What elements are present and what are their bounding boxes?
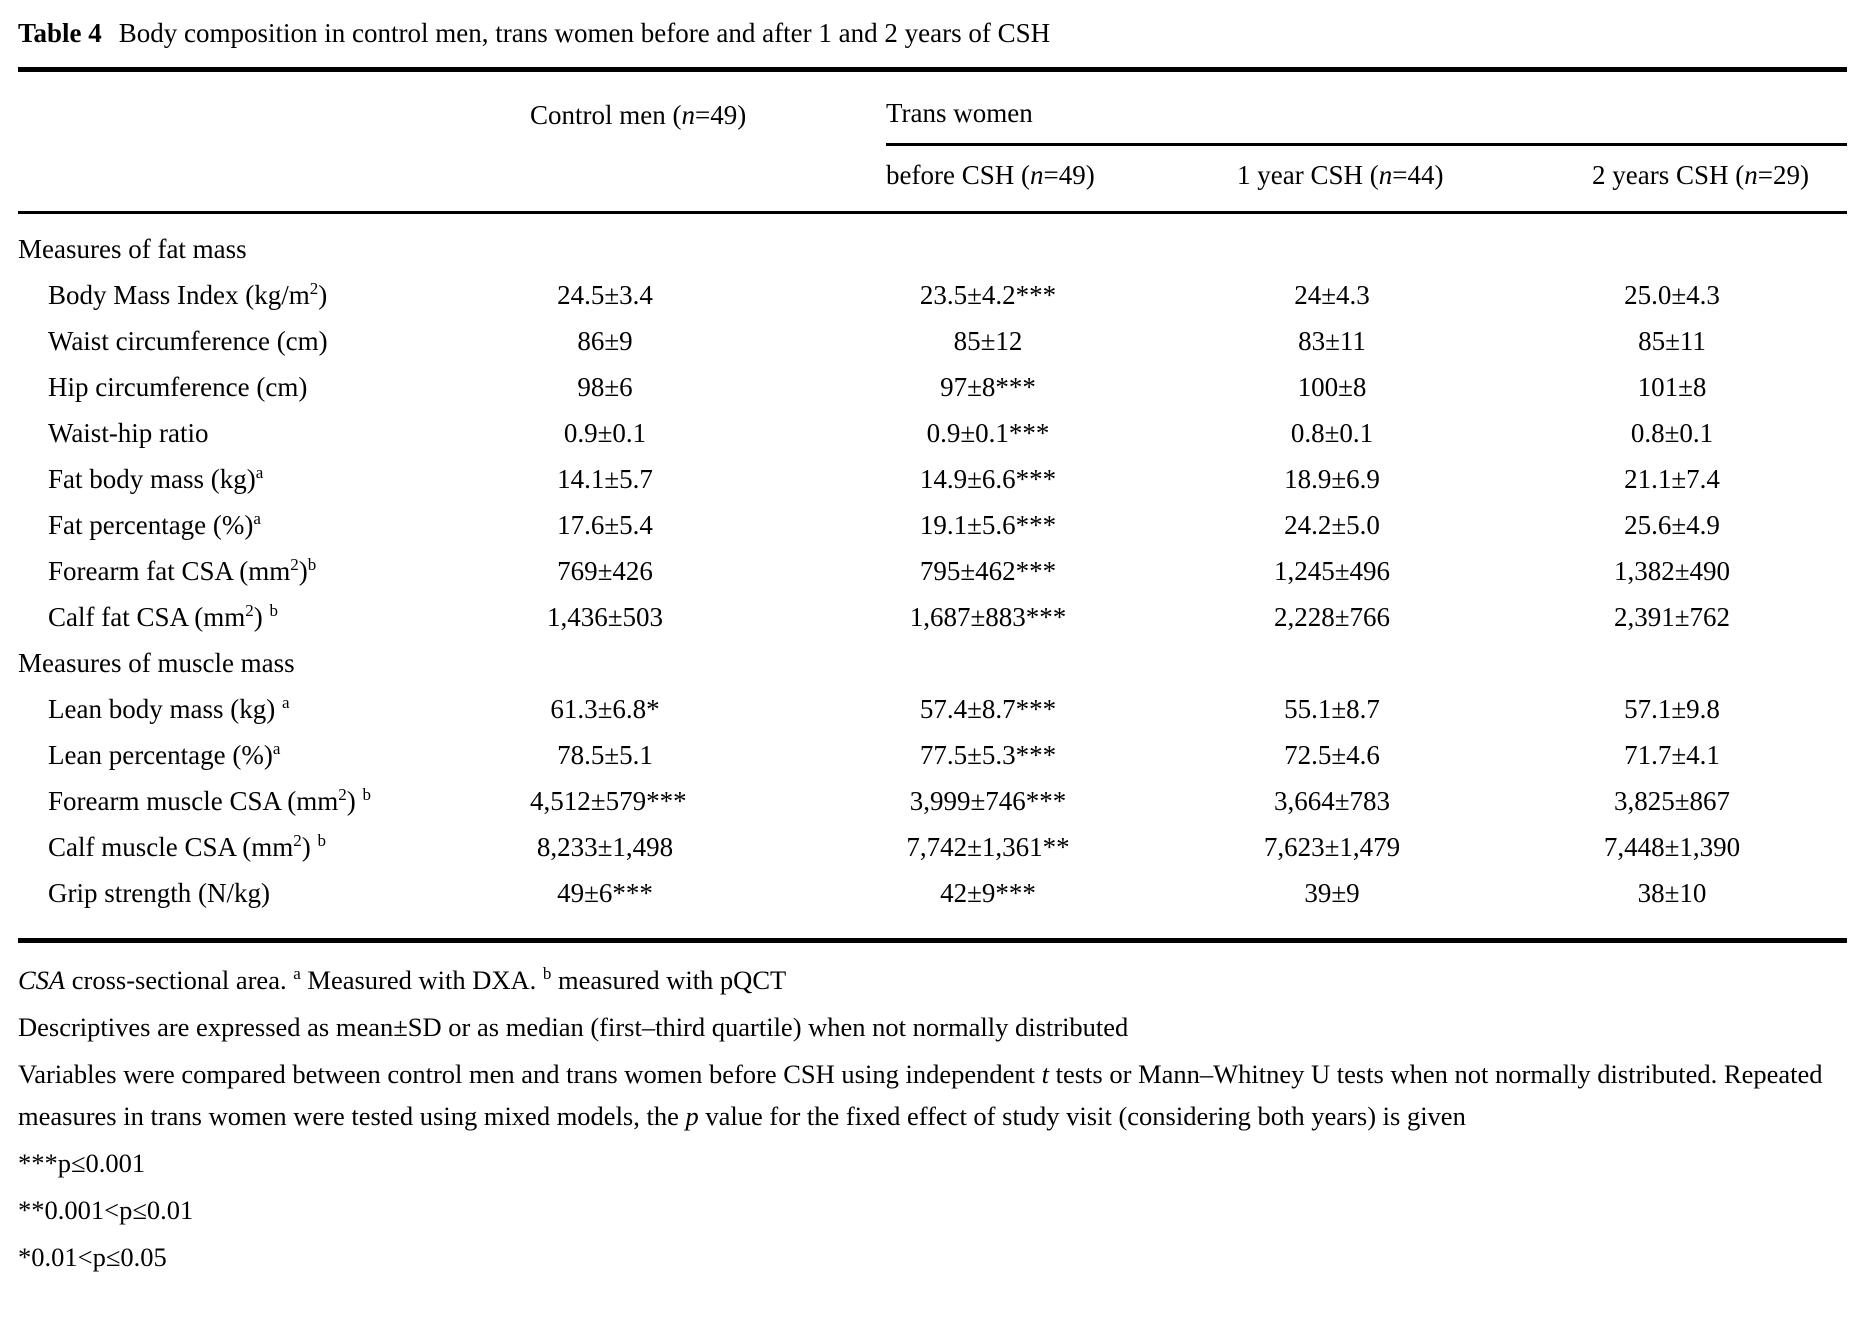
table-caption-text: Body composition in control men, trans women before and after 1 and 2 years of CSH <box>118 18 1051 48</box>
table-row <box>18 548 1847 594</box>
row-label: Forearm fat CSA $(mm^2)^b$ <box>48 554 317 586</box>
cell-before-csh: 14.9±6.6*** <box>919 463 1057 494</box>
footnote-abbreviations: CSA cross-sectional area. $^a$ Measured with DXA. $^b$ measured with pQCT <box>18 964 787 995</box>
header-empty-cell <box>18 145 530 213</box>
cell-2-years-csh: 85±11 <box>1638 325 1706 356</box>
cell-1-year-csh: 100±8 <box>1297 371 1367 402</box>
footnote-descriptives: Descriptives are expressed as mean±SD or as median (first–third quartile) when not normally distributed <box>18 1012 1129 1042</box>
cell-1-year-csh: 55.1±8.7 <box>1284 693 1380 724</box>
row-label: Calf fat CSA $(mm^2)$ $^b$ <box>48 600 278 632</box>
cell-2-years-csh: 25.6±4.9 <box>1624 509 1720 540</box>
cell-2-years-csh: 21.1±7.4 <box>1624 463 1720 494</box>
table-row <box>18 364 1847 410</box>
row-label: Forearm muscle CSA $(mm^2)$ $^b$ <box>48 784 371 816</box>
cell-before-csh: 42±9*** <box>940 877 1036 908</box>
footnote-p-01: **0.001<p≤0.01 <box>18 1195 194 1225</box>
cell-before-csh: 85±12 <box>953 325 1023 356</box>
table-body <box>18 213 1847 941</box>
table-row <box>18 456 1847 502</box>
cell-control-men: 61.3±6.8* <box>550 693 660 724</box>
footnote-statistics: Variables were compared between control men and trans women before CSH using independent t tests or Mann–Whitney U tests when not normally distributed. Repeated measures in trans women were tested using mixed models, the p value for the fixed effect of study visit (considering both years) is given <box>18 1059 1823 1131</box>
cell-2-years-csh: 7,448±1,390 <box>1603 831 1741 862</box>
table-row <box>18 410 1847 456</box>
cell-1-year-csh: 0.8±0.1 <box>1290 417 1374 448</box>
cell-control-men: 8,233±1,498 <box>536 831 674 862</box>
table-row <box>18 732 1847 778</box>
cell-1-year-csh: 39±9 <box>1304 877 1360 908</box>
table-header <box>18 70 1847 213</box>
cell-control-men: 14.1±5.7 <box>557 463 653 494</box>
cell-1-year-csh: 1,245±496 <box>1273 555 1391 586</box>
cell-2-years-csh: 71.7±4.1 <box>1624 739 1720 770</box>
cell-control-men: 0.9±0.1 <box>563 417 647 448</box>
cell-before-csh: 23.5±4.2*** <box>919 279 1057 310</box>
cell-before-csh: 77.5±5.3*** <box>919 739 1057 770</box>
section-label: Measures of fat mass <box>18 233 247 264</box>
table-row <box>18 778 1847 824</box>
cell-control-men: 769±426 <box>557 555 653 586</box>
cell-before-csh: 97±8*** <box>940 371 1036 402</box>
table-row <box>18 318 1847 364</box>
col-header-trans-women: Trans women <box>886 70 1847 145</box>
cell-2-years-csh: 2,391±762 <box>1613 601 1731 632</box>
row-label: Waist circumference (cm) <box>48 325 328 356</box>
cell-control-men: 1,436±503 <box>546 601 664 632</box>
cell-2-years-csh: 38±10 <box>1637 877 1707 908</box>
cell-control-men: 17.6±5.4 <box>557 509 653 540</box>
row-label: Waist-hip ratio <box>48 417 209 448</box>
row-label: Fat body mass (kg)$^a$ <box>48 462 264 494</box>
col-header-before-csh: before CSH (n=49) <box>886 145 1237 213</box>
row-label: Grip strength (N/kg) <box>48 877 270 908</box>
col-header-control-men: Control men (n=49) <box>530 99 747 130</box>
cell-before-csh: 57.4±8.7*** <box>919 693 1057 724</box>
row-label: Lean percentage (%)$^a$ <box>48 738 281 770</box>
cell-1-year-csh: 3,664±783 <box>1273 785 1391 816</box>
row-label: Body Mass Index $(kg/m^2)$ <box>48 278 328 310</box>
section-row <box>18 213 1847 273</box>
row-label: Hip circumference (cm) <box>48 371 308 402</box>
cell-1-year-csh: 72.5±4.6 <box>1284 739 1380 770</box>
footnotes-block <box>18 959 1847 1278</box>
footnote-p-05: *0.01<p≤0.05 <box>18 1242 167 1272</box>
cell-control-men: 78.5±5.1 <box>557 739 653 770</box>
row-label: Calf muscle CSA $(mm^2)$ $^b$ <box>48 830 326 862</box>
cell-1-year-csh: 18.9±6.9 <box>1284 463 1380 494</box>
cell-control-men: 86±9 <box>577 325 633 356</box>
cell-before-csh: 7,742±1,361** <box>906 831 1070 862</box>
table-caption-label: Table 4 <box>18 18 102 48</box>
table-caption <box>18 14 1847 52</box>
cell-before-csh: 19.1±5.6*** <box>919 509 1057 540</box>
table-row <box>18 594 1847 640</box>
table-row <box>18 272 1847 318</box>
cell-1-year-csh: 24±4.3 <box>1294 279 1370 310</box>
cell-before-csh: 1,687±883*** <box>909 601 1067 632</box>
body-composition-table <box>18 67 1847 943</box>
table-row <box>18 686 1847 732</box>
cell-2-years-csh: 1,382±490 <box>1613 555 1731 586</box>
header-empty-cell <box>18 70 530 145</box>
header-empty-cell <box>530 145 886 213</box>
cell-2-years-csh: 101±8 <box>1637 371 1707 402</box>
cell-2-years-csh: 0.8±0.1 <box>1630 417 1714 448</box>
footnote-p-001: ***p≤0.001 <box>18 1148 146 1178</box>
table-row <box>18 502 1847 548</box>
cell-control-men: 4,512±579*** <box>530 785 687 816</box>
table-row <box>18 824 1847 870</box>
cell-1-year-csh: 2,228±766 <box>1273 601 1391 632</box>
section-row <box>18 640 1847 686</box>
cell-1-year-csh: 24.2±5.0 <box>1284 509 1380 540</box>
col-header-1-year-csh: 1 year CSH (n=44) <box>1237 145 1592 213</box>
cell-2-years-csh: 57.1±9.8 <box>1624 693 1720 724</box>
cell-before-csh: 795±462*** <box>919 555 1057 586</box>
table-row <box>18 870 1847 941</box>
col-header-2-years-csh: 2 years CSH (n=29) <box>1592 145 1847 213</box>
cell-control-men: 49±6*** <box>557 877 653 908</box>
cell-control-men: 98±6 <box>577 371 633 402</box>
row-label: Fat percentage (%)$^a$ <box>48 508 261 540</box>
cell-control-men: 24.5±3.4 <box>557 279 653 310</box>
cell-before-csh: 0.9±0.1*** <box>926 417 1050 448</box>
cell-2-years-csh: 3,825±867 <box>1613 785 1731 816</box>
cell-1-year-csh: 83±11 <box>1298 325 1366 356</box>
cell-2-years-csh: 25.0±4.3 <box>1624 279 1720 310</box>
cell-before-csh: 3,999±746*** <box>909 785 1067 816</box>
row-label: Lean body mass (kg) $^a$ <box>48 692 290 724</box>
section-label: Measures of muscle mass <box>18 647 295 678</box>
cell-1-year-csh: 7,623±1,479 <box>1263 831 1401 862</box>
